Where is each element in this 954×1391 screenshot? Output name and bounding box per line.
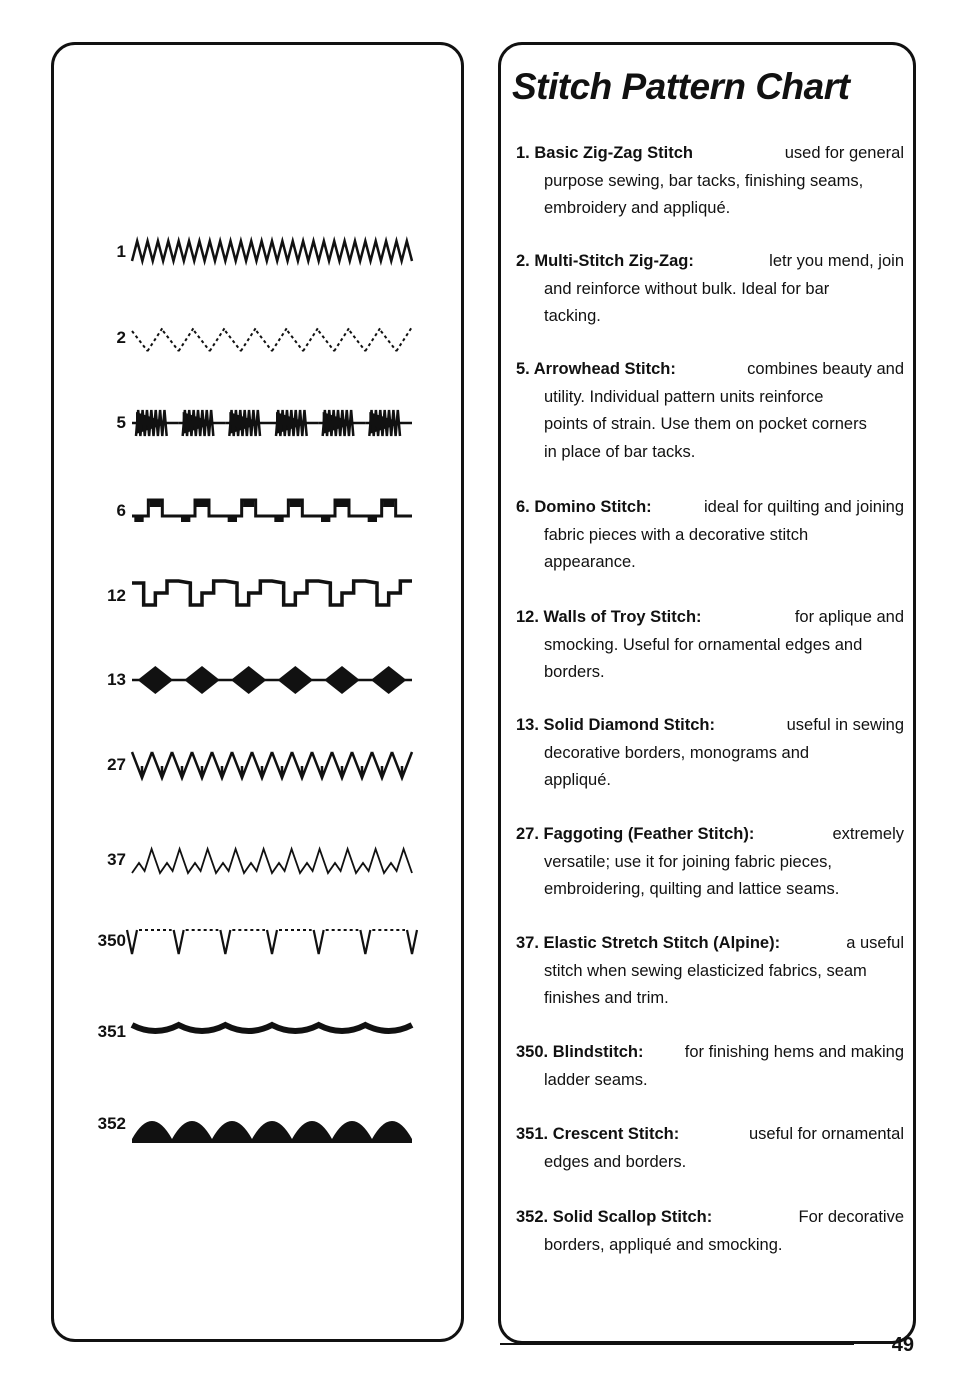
stitch-row [60,486,430,536]
entry-number: 12. [516,608,539,626]
entry-text: edges and borders. [544,1152,687,1171]
entry-number: 350. [516,1043,549,1061]
stitch-row [60,916,430,966]
stitch-pattern-icon [132,313,432,363]
entry-title: Faggoting (Feather Stitch): [543,825,755,843]
entry-text: versatile; use it for joining fabric pieces, [544,852,832,871]
entry-number: 351. [516,1125,549,1143]
entry-heading [516,930,780,958]
entry-text: for aplique and [794,608,904,626]
stitch-number: 27 [107,755,126,774]
entry-text: ladder seams. [544,1070,648,1089]
entry-text: ideal for quilting and joining [704,498,904,516]
entry-first-line [516,1204,904,1232]
stitch-row [60,740,430,790]
entry-first-line [516,140,904,168]
entry-text: fabric pieces with a decorative stitch [544,525,809,544]
entry-title: Domino Stitch: [534,498,652,516]
entry-text: used for general [784,144,904,162]
entry-number: 37. [516,934,539,952]
entry-heading [516,1039,643,1067]
entry-first-line [516,712,904,740]
stitch-pattern-icon [132,916,432,966]
entry-heading [516,140,693,168]
entry-title: Multi-Stitch Zig-Zag: [534,252,694,270]
entry-number: 6. [516,498,530,516]
entry-heading [516,712,715,740]
stitch-entry [516,821,904,904]
stitch-entry [516,248,904,331]
stitch-number: 351 [97,1022,126,1041]
page-title: Stitch Pattern Chart [512,66,850,107]
stitch-pattern-icon [132,740,432,790]
stitch-number: 12 [107,586,126,605]
entry-title: Walls of Troy Stitch: [543,608,702,626]
stitch-pattern-icon [132,398,432,448]
entry-text: purpose sewing, bar tacks, finishing seams, [544,171,864,190]
entry-text: utility. Individual pattern units reinforce [544,387,824,406]
entry-text: embroidery and appliqué. [544,199,731,217]
stitch-number: 350 [97,931,126,950]
entry-title: Basic Zig-Zag Stitch [534,144,693,162]
entry-text: embroidering, quilting and lattice seams. [544,880,840,898]
stitch-row [60,571,430,621]
stitch-number: 13 [107,670,126,689]
stitch-number: 352 [97,1114,126,1133]
stitch-row [60,835,430,885]
stitch-row [60,398,430,448]
entry-text: for finishing hems and making [684,1043,904,1061]
entry-text: stitch when sewing elasticized fabrics, seam [544,961,867,980]
entry-heading [516,248,694,276]
entry-first-line [516,494,904,522]
entry-title: Elastic Stretch Stitch (Alpine): [543,934,781,952]
entry-text: useful in sewing [786,716,904,734]
stitch-row [60,1099,430,1149]
entry-heading [516,494,652,522]
entry-title: Arrowhead Stitch: [533,360,676,378]
entry-text: decorative borders, monograms and [544,743,810,762]
entry-first-line [516,356,904,384]
entry-number: 352. [516,1208,549,1226]
entry-text: borders. [544,663,605,681]
stitch-entry [516,712,904,795]
stitch-entry [516,140,904,223]
footer-rule [500,1343,854,1345]
entry-number: 1. [516,144,530,162]
stitch-row [60,227,430,277]
stitch-pattern-icon [132,1099,432,1149]
stitch-number: 6 [116,501,126,520]
entry-text: smocking. Useful for ornamental edges and [544,635,863,654]
stitch-entry [516,1039,904,1094]
entry-title: Crescent Stitch: [552,1125,680,1143]
stitch-row [60,1007,430,1057]
entry-first-line [516,1121,904,1149]
entry-first-line [516,1039,904,1067]
entry-text: extremely [832,825,904,843]
entry-number: 27. [516,825,539,843]
entry-text: finishes and trim. [544,989,669,1007]
stitch-pattern-icon [132,835,432,885]
stitch-entry [516,494,904,577]
stitch-number: 5 [116,413,126,432]
stitch-entry [516,930,904,1013]
entry-text: combines beauty and [747,360,904,378]
stitch-entry [516,356,904,466]
entry-number: 5. [516,360,530,378]
entry-text: letr you mend, join [769,252,904,270]
entry-heading [516,604,702,632]
entry-text: tacking. [544,307,601,325]
entry-text: in place of bar tacks. [544,442,696,461]
stitch-number: 2 [116,328,126,347]
stitch-entry [516,1121,904,1176]
stitch-number: 37 [107,850,126,869]
entry-text: points of strain. Use them on pocket corners [544,415,867,433]
entry-heading [516,821,754,849]
entry-first-line [516,821,904,849]
entry-heading [516,1204,712,1232]
entry-first-line [516,930,904,958]
stitch-pattern-icon [132,227,432,277]
entry-title: Solid Diamond Stitch: [543,716,715,734]
stitch-entry [516,604,904,687]
entry-text: appearance. [544,553,636,571]
entry-text: and reinforce without bulk. Ideal for bar [544,279,830,298]
stitch-number: 1 [116,242,126,261]
entry-title: Blindstitch: [552,1043,644,1061]
entry-first-line [516,604,904,632]
stitch-pattern-icon [132,486,432,536]
entry-number: 2. [516,252,530,270]
entry-number: 13. [516,716,539,734]
entry-heading [516,1121,679,1149]
entry-text: a useful [846,934,904,952]
entry-heading [516,356,676,384]
entry-first-line [516,248,904,276]
stitch-row [60,655,430,705]
page-number: 49 [891,1334,914,1356]
stitch-pattern-icon [132,655,432,705]
entry-text: borders, appliqué and smocking. [544,1235,783,1254]
entry-text: appliqué. [544,771,611,789]
entry-title: Solid Scallop Stitch: [552,1208,713,1226]
entry-text: For decorative [798,1208,904,1226]
stitch-pattern-icon [132,1007,432,1057]
entry-text: useful for ornamental [748,1125,904,1143]
stitch-row [60,313,430,363]
stitch-entry [516,1204,904,1259]
stitch-pattern-icon [132,571,432,621]
